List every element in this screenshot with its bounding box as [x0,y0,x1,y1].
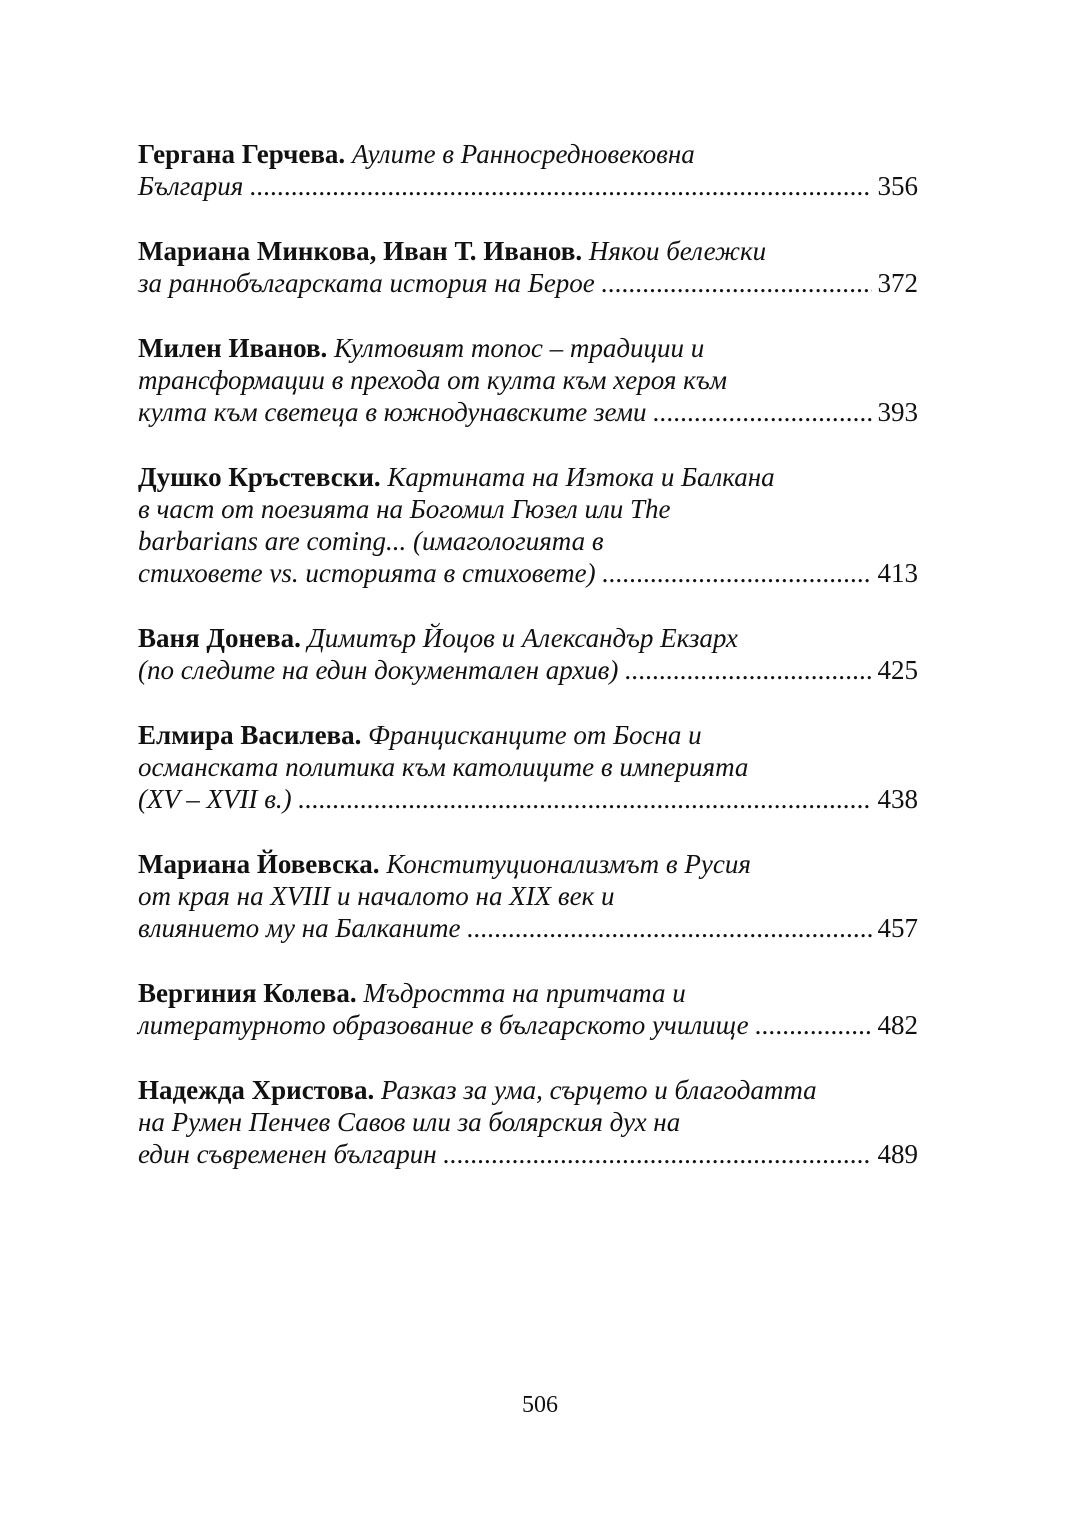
entry-author: Душко Кръстевски. [138,462,381,492]
dot-leader [601,267,872,299]
dot-leader [755,1009,872,1041]
entry-title-line: Конституционализмът в Русия [386,849,751,879]
entry-title-line: Някои бележки [588,236,767,266]
toc-entry [138,332,918,428]
toc-entry [138,622,918,686]
entry-title-line: barbarians are coming... (имагологията в [138,526,604,556]
dot-leader [602,557,872,589]
entry-title-line: Разказ за ума, сърцето и благодатта [381,1075,817,1105]
entry-title-line: Аулите в Ранносредновековна [351,139,695,169]
dot-leader [443,1138,872,1170]
toc-entry [138,848,918,944]
entry-title-line: от края на XVIII и началото на XIX век и [138,881,615,911]
entry-author: Вергиния Колева. [138,978,357,1008]
entry-title-line: стиховете vs. историята в стиховете) [138,558,596,588]
entry-author: Мариана Минкова, Иван Т. Иванов. [138,236,583,266]
entry-title-line: един съвременен българин [138,1139,437,1169]
entry-title-line: трансформации в прехода от култа към хероя към [138,365,728,395]
entry-title-line: в част от поезията на Богомил Гюзел или The [138,494,671,524]
dot-leader [249,170,871,202]
entry-title-line: Францисканците от Босна и [368,720,702,750]
entry-page-number: 372 [877,268,918,298]
entry-title-line: (XV – XVII в.) [138,784,292,814]
entry-title-line: Мъдростта на притчата и [363,978,686,1008]
entry-page-number: 457 [877,913,918,943]
toc-entry [138,235,918,299]
entry-title-line: за раннобългарската история на Берое [138,268,595,298]
entry-title-line: османската политика към католиците в империята [138,752,749,782]
entry-title-line: култа към светеца в южнодунавските земи [138,397,647,427]
entry-author: Ваня Донева. [138,623,301,653]
toc-entry [138,1074,918,1170]
entry-author: Мариана Йовевска. [138,849,380,879]
entry-page-number: 438 [877,784,918,814]
toc-entry [138,977,918,1041]
toc-entry [138,461,918,589]
entry-title-line: България [138,171,244,201]
entry-page-number: 356 [877,171,918,201]
dot-leader [624,654,871,686]
entry-title-line: (по следите на един документален архив) [138,655,619,685]
entry-author: Елмира Василева. [138,720,362,750]
entry-page-number: 489 [877,1139,918,1169]
entry-title-line: литературното образование в българското училище [138,1010,749,1040]
table-of-contents [138,138,918,1203]
entry-page-number: 393 [877,397,918,427]
entry-title-line: на Румен Пенчев Савов или за болярския дух на [138,1107,681,1137]
entry-title-line: Култовият топос – традиции и [334,333,705,363]
dot-leader [653,396,872,428]
page-number: 506 [522,1392,558,1418]
entry-author: Гергана Герчева. [138,139,346,169]
entry-title-line: влиянието му на Балканите [138,913,461,943]
entry-title-line: Димитър Йоцов и Александър Екзарх [307,623,738,653]
toc-entry [138,719,918,815]
entry-page-number: 425 [877,655,918,685]
dot-leader [466,912,871,944]
entry-author: Надежда Христова. [138,1075,375,1105]
entry-author: Милен Иванов. [138,333,328,363]
entry-page-number: 482 [877,1010,918,1040]
entry-title-line: Картината на Изтока и Балкана [387,462,775,492]
entry-page-number: 413 [877,558,918,588]
dot-leader [298,783,872,815]
toc-entry [138,138,918,202]
